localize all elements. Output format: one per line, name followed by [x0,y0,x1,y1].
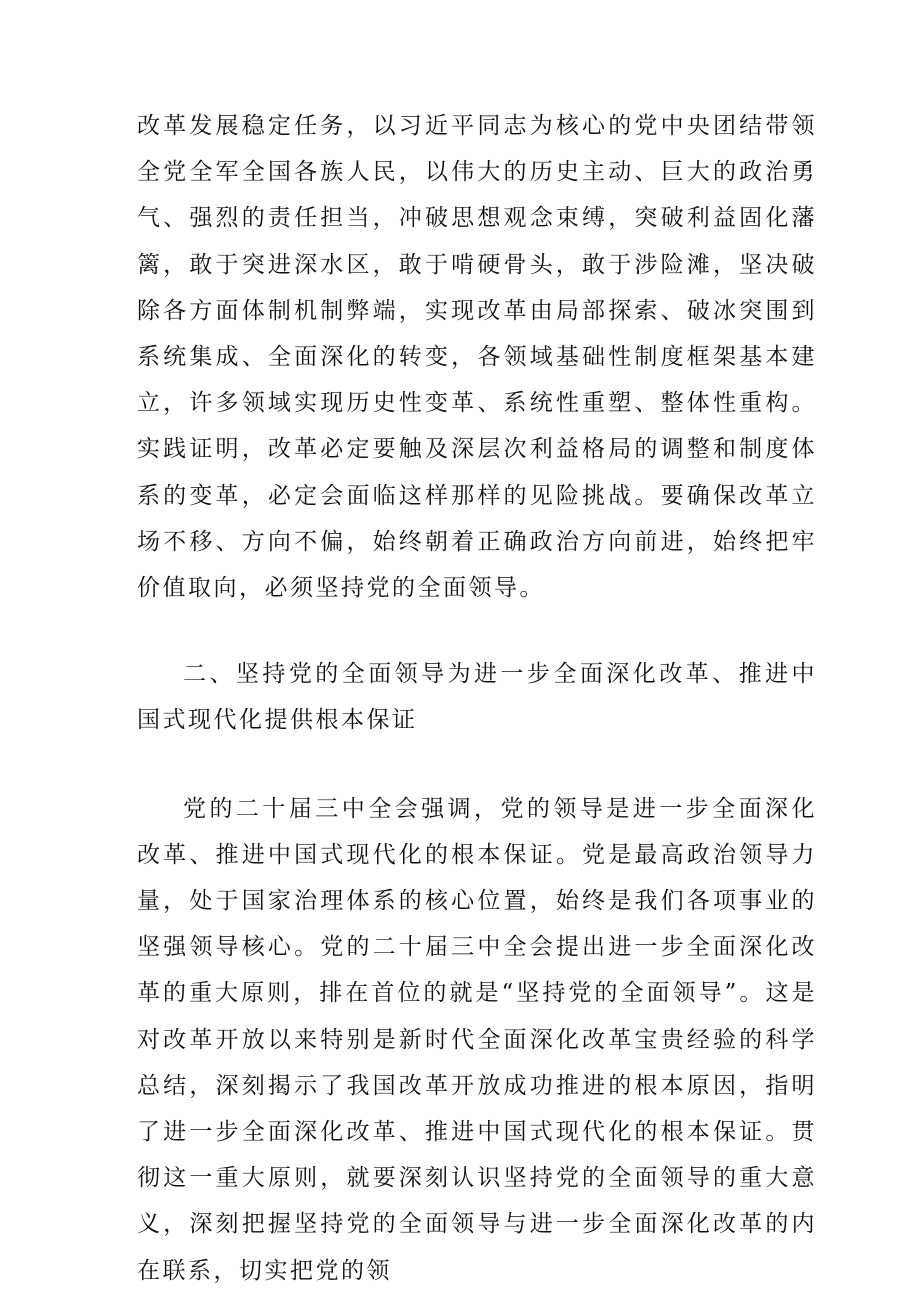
document-body [137,103,817,1294]
paragraph-body: 党的二十届三中全会强调，党的领导是进一步全面深化改革、推进中国式现代化的根本保证。党是最高政治领导力量，处于国家治理体系的核心位置，始终是我们各项事业的坚强领导核心。党的二十届三中全会提出进一步全面深化改革的重大原则，排在首位的就是“坚持党的全面领导”。这是对改革开放以来特别是新时代全面深化改革宝贵经验的科学总结，深刻揭示了我国改革开放成功推进的根本原因，指明了进一步全面深化改革、推进中国式现代化的根本保证。贯彻这一重大原则，就要深刻认识坚持党的全面领导的重大意义，深刻把握坚持党的全面领导与进一步全面深化改革的内在联系，切实把党的领 [137,795,817,1284]
section-heading: 二、坚持党的全面领导为进一步全面深化改革、推进中国式现代化提供根本保证 [137,661,817,734]
paragraph-continuation: 改革发展稳定任务，以习近平同志为核心的党中央团结带领全党全军全国各族人民，以伟大的历史主动、巨大的政治勇气、强烈的责任担当，冲破思想观念束缚，突破利益固化藩篱，敢于突进深水区，敢于啃硬骨头，敢于涉险滩，坚决破除各方面体制机制弊端，实现改革由局部探索、破冰突围到系统集成、全面深化的转变，各领域基础性制度框架基本建立，许多领域实现历史性变革、系统性重塑、整体性重构。实践证明，改革必定要触及深层次利益格局的调整和制度体系的变革，必定会面临这样那样的见险挑战。要确保改革立场不移、方向不偏，始终朝着正确政治方向前进，始终把牢价值取向，必须坚持党的全面领导。 [137,113,817,602]
